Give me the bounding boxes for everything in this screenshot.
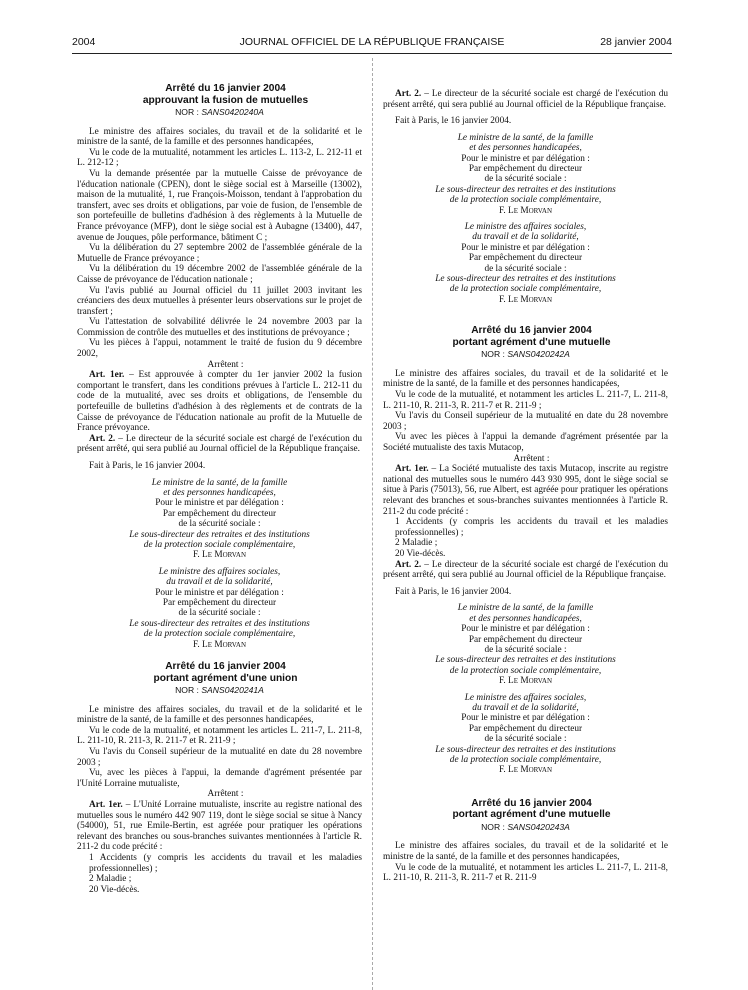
journal-title: JOURNAL OFFICIEL DE LA RÉPUBLIQUE FRANÇAISE xyxy=(239,36,505,48)
decree-union xyxy=(77,661,362,895)
column-divider xyxy=(372,58,373,990)
visa: Vu le code de la mutualité, et notamment les articles L. 211-7, L. 211-8, L. 211-10, R. 211-3, R. 211-7 et R. 211-9 ; xyxy=(383,390,668,411)
page-header xyxy=(72,36,672,52)
nor-reference: NOR : SANS0420242A xyxy=(481,349,570,360)
decree-fusion xyxy=(77,83,362,650)
decree-title: Arrêté du 16 janvier 2004 xyxy=(165,661,286,673)
visa: Vu l'avis publié au Journal officiel du 11 juillet 2003 invitant les créanciers des deux mutuelles à présenter leurs observations sur le projet de transfert ; xyxy=(77,285,362,317)
preamble: Le ministre des affaires sociales, du travail et de la solidarité et le ministre de la santé, de la famille et des personnes handicapées, xyxy=(77,704,362,726)
nor-reference: NOR : SANS0420241A xyxy=(175,685,264,696)
signatory-name: F. Le Morvan xyxy=(498,205,553,216)
preamble: Le ministre des affaires sociales, du travail et de la solidarité et le ministre de la santé, de la famille et des personnes handicapées, xyxy=(383,841,668,863)
signature-block: Le ministre de la santé, de la famille et des personnes handicapées, Pour le ministre et par délégation : Par empêchement du directeur de la sécurité sociale : Le sous-directeur des retraites et des institutions de la protection sociale complémentaire, F. Le Morvan xyxy=(383,133,668,216)
signature-block: Le ministre de la santé, de la famille et des personnes handicapées, Pour le ministre et par délégation : Par empêchement du directeur de la sécurité sociale : Le sous-directeur des retraites et des institutions de la protection sociale complémentaire, F. Le Morvan xyxy=(383,603,668,686)
issue-date: 28 janvier 2004 xyxy=(600,36,672,48)
visa: Vu l'attestation de solvabilité délivrée le 24 novembre 2003 par la Commission de contrôle des mutuelles et des institutions de prévoyance ; xyxy=(77,317,362,338)
list-item: 20 Vie-décès. xyxy=(395,548,446,559)
decree-title: Arrêté du 16 janvier 2004 xyxy=(165,83,286,94)
decree-subtitle: portant agrément d'une mutuelle xyxy=(452,809,611,821)
left-column xyxy=(77,83,362,895)
arretent: Arrêtent : xyxy=(513,453,550,464)
signature-place-date: Fait à Paris, le 16 janvier 2004. xyxy=(395,586,512,597)
list-item: 2 Maladie ; xyxy=(89,874,132,885)
nor-reference: NOR : SANS0420240A xyxy=(175,107,264,117)
decree-mutacop xyxy=(383,325,668,776)
signature-place-date: Fait à Paris, le 16 janvier 2004. xyxy=(89,461,206,471)
visa: Vu la délibération du 19 décembre 2002 de l'assemblée générale de la Caisse de prévoyance de l'éducation nationale ; xyxy=(77,264,362,285)
signature-block: Le ministre des affaires sociales, du travail et de la solidarité, Pour le ministre et par délégation : Par empêchement du directeur de la sécurité sociale : Le sous-directeur des retraites et des institutions de la protection sociale complémentaire, F. Le Morvan xyxy=(383,693,668,776)
arretent: Arrêtent : xyxy=(207,789,244,800)
signatory-name: F. Le Morvan xyxy=(498,676,553,687)
decree-subtitle: portant agrément d'une union xyxy=(153,672,298,684)
visa: Vu la demande présentée par la mutuelle Caisse de prévoyance de l'éducation nationale (CPEN), dont le siège social est à Marseille (13002), maison de la mutualité, 1, rue François-Moisson, tendant à l'approbation du transfert, avec ses droits et obligations, par voie de fusion, de l'ensemble de son portefeuille de bulletins d'adhésion à des règlements à la Mutuelle de France prévoyance (MFP), dont le siège social est à Aubagne (13400), 447, avenue de Jouques, pôle performance, bâtiment C ; xyxy=(77,168,362,243)
article-2: Art. 2. – Le directeur de la sécurité sociale est chargé de l'exécution du présent arrêté, qui sera publié au Journal officiel de la République française. xyxy=(77,433,363,455)
list-item: 2 Maladie ; xyxy=(395,538,438,549)
decree-fusion-continued xyxy=(383,89,668,305)
header-rule xyxy=(72,53,672,54)
signatory-name: F. Le Morvan xyxy=(192,550,247,561)
visa: Vu les pièces à l'appui, notamment le traité de fusion du 9 décembre 2002, xyxy=(77,338,362,360)
nor-reference: NOR : SANS0420243A xyxy=(481,821,570,832)
visa: Vu avec les pièces à l'appui la demande d'agrément présentée par la Société mutualiste des taxis Mutacop, xyxy=(383,432,668,454)
list-item: 1 Accidents (y compris les accidents du travail et les maladies professionnelles) ; xyxy=(395,517,668,538)
visa: Vu, avec les pièces à l'appui, la demande d'agrément présentée par l'Unité Lorraine mutualiste, xyxy=(77,768,362,789)
signature-block: Le ministre de la santé, de la famille et des personnes handicapées, Pour le ministre et par délégation : Par empêchement du directeur de la sécurité sociale : Le sous-directeur des retraites et des institutions de la protection sociale complémentaire, F. Le Morvan xyxy=(77,478,362,561)
visa: Vu la délibération du 27 septembre 2002 de l'assemblée générale de la Mutuelle de France prévoyance ; xyxy=(77,243,362,264)
article-1: Art. 1er. – Est approuvée à compter du 1er janvier 2002 la fusion comportant le transfert, dans les conditions prévues à l'article L. 212-11 du code de la mutualité, avec ses droits et obligations, de l'ensemble du portefeuille de bulletins d'adhésion à des règlements et de contrats de la Caisse de prévoyance de l'éducation nationale au profit de la Mutuelle de France prévoyance. xyxy=(77,370,362,434)
visa: Vu le code de la mutualité, et notamment les articles L. 211-7, L. 211-8, L. 211-10, R. 211-3, R. 211-7 et R. 211-9 ; xyxy=(77,725,362,747)
signature-block: Le ministre des affaires sociales, du travail et de la solidarité, Pour le ministre et par délégation : Par empêchement du directeur de la sécurité sociale : Le sous-directeur des retraites et des institutions de la protection sociale complémentaire, F. Le Morvan xyxy=(77,567,362,650)
signatory-name: F. Le Morvan xyxy=(498,765,553,776)
decree-mutuelle-2 xyxy=(383,798,668,884)
article-1: Art. 1er. – La Société mutualiste des taxis Mutacop, inscrite au registre national des mutuelles sous le numéro 443 930 995, dont le siège social se situe à Paris (75013), 56, rue Albert, est agréée pour pratiquer les opérations relevant des branches et sous-branches suivantes mentionnées à l'article R. 211-2 du code précité : xyxy=(383,464,668,517)
decree-subtitle: portant agrément d'une mutuelle xyxy=(452,336,611,348)
preamble: Le ministre des affaires sociales, du travail et de la solidarité et le ministre de la santé, de la famille et des personnes handicapées, xyxy=(383,368,668,390)
article-2: Art. 2. – Le directeur de la sécurité sociale est chargé de l'exécution du présent arrêté, qui sera publié au Journal officiel de la République française. xyxy=(383,559,669,581)
signatory-name: F. Le Morvan xyxy=(498,294,553,305)
visa: Vu le code de la mutualité, notamment les articles L. 113-2, L. 212-11 et L. 212-12 ; xyxy=(77,147,362,169)
visa: Vu l'avis du Conseil supérieur de la mutualité en date du 28 novembre 2003 ; xyxy=(77,747,362,768)
signature-place-date: Fait à Paris, le 16 janvier 2004. xyxy=(395,116,512,127)
list-item: 20 Vie-décès. xyxy=(89,884,140,895)
visa: Vu le code de la mutualité, et notamment les articles L. 211-7, L. 211-8, L. 211-10, R. 211-3, R. 211-7 et R. 211-9 xyxy=(383,862,668,884)
visa: Vu l'avis du Conseil supérieur de la mutualité en date du 28 novembre 2003 ; xyxy=(383,411,668,432)
article-2: Art. 2. – Le directeur de la sécurité sociale est chargé de l'exécution du présent arrêté, qui sera publié au Journal officiel de la République française. xyxy=(383,89,669,110)
article-1: Art. 1er. – L'Unité Lorraine mutualiste, inscrite au registre national des mutuelles sous le numéro 442 907 119, dont le siège social se situe à Nancy (54000), 51, rue Emile-Bertin, est agréée pour pratiquer les opérations relevant des branches ou sous-branches suivantes mentionnées à l'article R. 211-2 du code précité : xyxy=(77,800,362,853)
decree-title: Arrêté du 16 janvier 2004 xyxy=(471,325,592,337)
signatory-name: F. Le Morvan xyxy=(192,639,247,650)
page-number: 2004 xyxy=(72,36,96,48)
arretent: Arrêtent : xyxy=(207,359,244,370)
signature-block: Le ministre des affaires sociales, du travail et de la solidarité, Pour le ministre et par délégation : Par empêchement du directeur de la sécurité sociale : Le sous-directeur des retraites et des institutions de la protection sociale complémentaire, F. Le Morvan xyxy=(383,222,668,305)
right-column xyxy=(383,89,668,884)
decree-title: Arrêté du 16 janvier 2004 xyxy=(471,797,592,809)
list-item: 1 Accidents (y compris les accidents du travail et les maladies professionnelles) ; xyxy=(89,853,362,874)
preamble: Le ministre des affaires sociales, du travail et de la solidarité et le ministre de la santé, de la famille et des personnes handicapées, xyxy=(77,126,362,148)
decree-subtitle: approuvant la fusion de mutuelles xyxy=(142,94,309,106)
